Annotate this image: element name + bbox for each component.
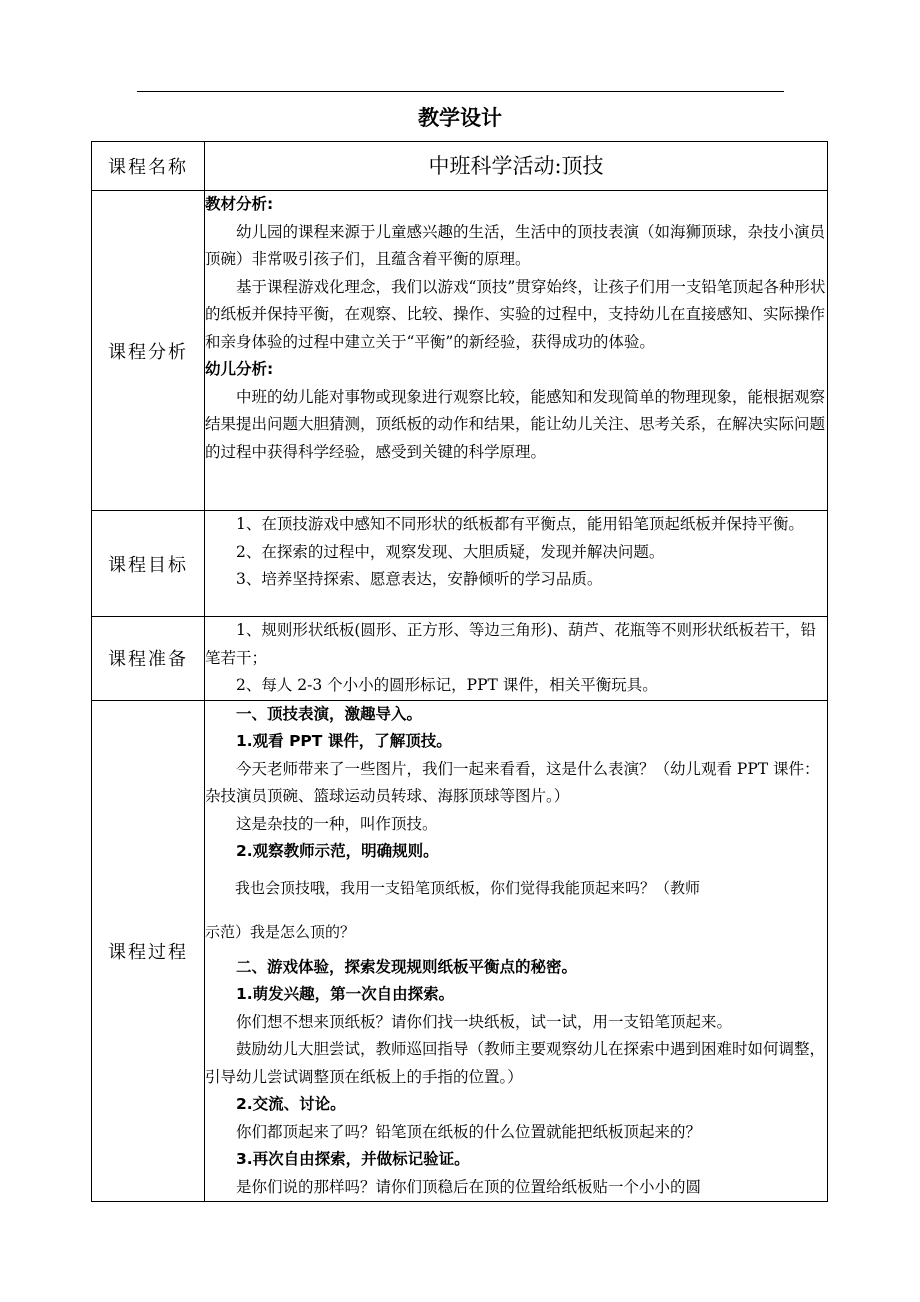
step-heading: 1.萌发兴趣，第一次自由探索。 <box>236 985 455 1003</box>
step-heading: 3.再次自由探索，并做标记验证。 <box>236 1150 470 1168</box>
row-prep <box>92 617 828 701</box>
row-process <box>92 700 828 1202</box>
row-analysis <box>92 191 828 511</box>
label-course-name: 课程名称 <box>92 142 205 191</box>
row-goals <box>92 511 828 617</box>
prep-item: 2、每人 2-3 个小小的圆形标记，PPT 课件，相关平衡玩具。 <box>236 676 658 694</box>
cell-process <box>205 700 828 1202</box>
goal-item: 1、在顶技游戏中感知不同形状的纸板都有平衡点，能用铅笔顶起纸板并保持平衡。 <box>236 515 804 533</box>
cell-goals <box>205 511 828 617</box>
label-analysis: 课程分析 <box>92 191 205 511</box>
label-goals: 课程目标 <box>92 511 205 617</box>
lesson-plan-table <box>91 141 828 1202</box>
label-prep: 课程准备 <box>92 617 205 701</box>
paragraph: 今天老师带来了一些图片，我们一起来看看，这是什么表演？（幼儿观看 PPT 课件：杂技演员顶碗、篮球运动员转球、海豚顶球等图片。） <box>205 759 820 805</box>
step-heading: 2.观察教师示范，明确规则。 <box>236 842 439 860</box>
row-course-name <box>92 142 828 191</box>
prep-item: 1、规则形状纸板(圆形、正方形、等边三角形)、葫芦、花瓶等不则形状纸板若干，铅笔若干； <box>205 621 816 667</box>
document-title: 教学设计 <box>418 106 502 130</box>
paragraph: 中班的幼儿能对事物或现象进行观察比较，能感知和发现简单的物理现象，能根据观察结果提出问题大胆猜测，顶纸板的动作和结果，能让幼儿关注、思考关系，在解决实际问题的过程中获得科学经验，感受到关键的科学原理。 <box>205 387 826 461</box>
cell-course-name <box>205 142 828 191</box>
section-heading: 二、游戏体验，探索发现规则纸板平衡点的秘密。 <box>236 957 578 976</box>
paragraph: 鼓励幼儿大胆尝试，教师巡回指导（教师主要观察幼儿在探索中遇到困难时如何调整，引导幼儿尝试调整顶在纸板上的手指的位置。） <box>205 1040 826 1086</box>
heading-child-analysis: 幼儿分析: <box>205 360 274 378</box>
cell-analysis <box>205 191 828 511</box>
paragraph: 你们都顶起来了吗？铅笔顶在纸板的什么位置就能把纸板顶起来的？ <box>236 1122 702 1141</box>
label-process: 课程过程 <box>92 700 205 1202</box>
step-heading: 1.观看 PPT 课件，了解顶技。 <box>236 732 452 750</box>
course-name: 中班科学活动:顶技 <box>428 154 604 178</box>
paragraph: 是你们说的那样吗？请你们顶稳后在顶的位置给纸板贴一个小小的圆 <box>236 1177 702 1196</box>
paragraph-continued: 示范）我是怎么顶的？ <box>205 922 356 941</box>
paragraph: 这是杂技的一种，叫作顶技。 <box>236 814 438 833</box>
goal-item: 3、培养坚持探索、愿意表达，安静倾听的学习品质。 <box>236 570 603 588</box>
cell-prep <box>205 617 828 701</box>
section-heading: 一、顶技表演，激趣导入。 <box>236 704 423 723</box>
header-rule <box>137 91 784 92</box>
step-heading: 2.交流、讨论。 <box>236 1095 346 1113</box>
heading-material-analysis: 教材分析: <box>205 195 274 213</box>
paragraph: 我也会顶技哦，我用一支铅笔顶纸板，你们觉得我能顶起来吗？（教师 <box>235 878 701 897</box>
goal-item: 2、在探索的过程中，观察发现、大胆质疑，发现并解决问题。 <box>236 542 665 561</box>
paragraph: 幼儿园的课程来源于儿童感兴趣的生活，生活中的顶技表演（如海狮顶球，杂技小演员顶碗）非常吸引孩子们，且蕴含着平衡的原理。 <box>205 222 826 268</box>
paragraph: 你们想不想来顶纸板？请你们找一块纸板，试一试，用一支铅笔顶起来。 <box>236 1012 733 1031</box>
paragraph: 基于课程游戏化理念，我们以游戏“顶技”贯穿始终，让孩子们用一支铅笔顶起各种形状的纸板并保持平衡，在观察、比较、操作、实验的过程中，支持幼儿在直接感知、实际操作和亲身体验的过程中建立关于“平衡”的新经验，获得成功的体验。 <box>205 277 826 351</box>
